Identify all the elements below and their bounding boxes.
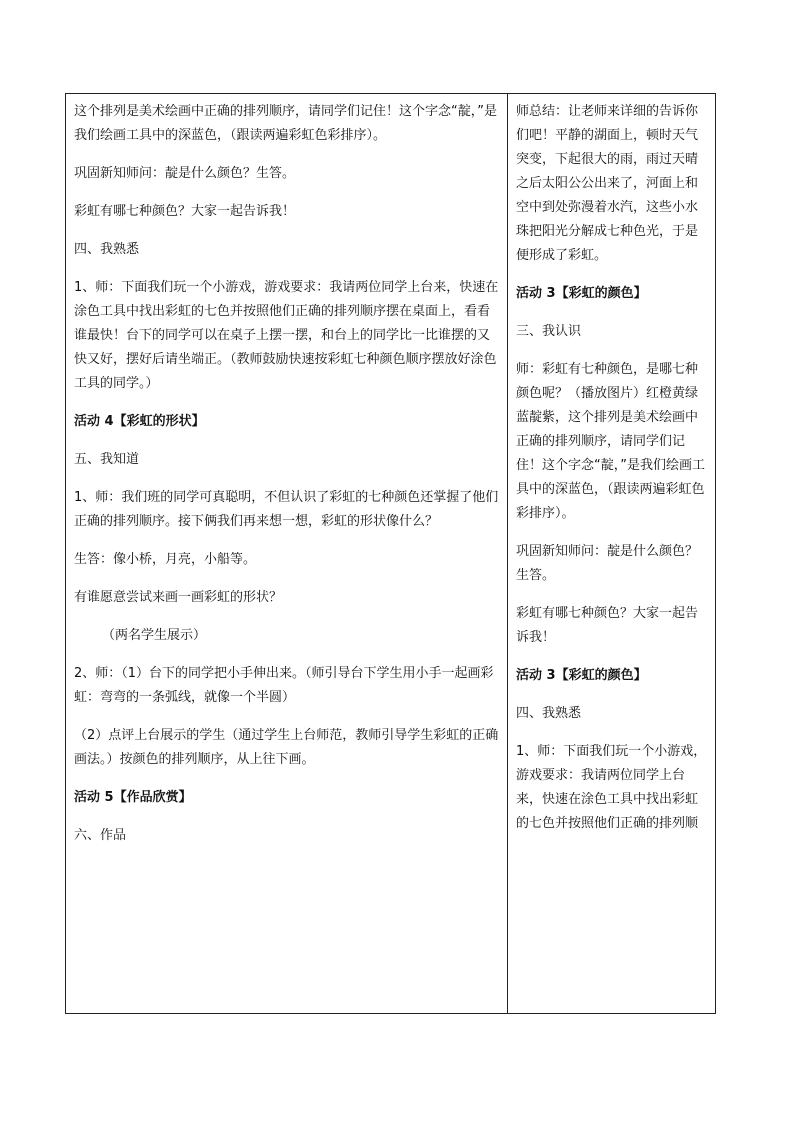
paragraph: 有谁愿意尝试来画一画彩虹的形状？	[74, 590, 283, 605]
paragraph: 生答：像小桥，月亮，小船等。	[74, 552, 257, 567]
paragraph: 六、作品	[74, 828, 127, 843]
activity-heading: 活动 5【作品欣赏】	[74, 790, 192, 805]
paragraph: 彩虹有哪七种颜色？大家一起告诉我！	[74, 204, 296, 219]
paragraph: （两名学生展示）	[102, 628, 207, 643]
paragraph: 巩固新知师问：靛是什么颜色？生答。	[516, 544, 699, 583]
activity-heading: 活动 3【彩虹的颜色】	[516, 668, 647, 683]
paragraph: 五、我知道	[74, 452, 140, 467]
paragraph: 四、我熟悉	[516, 706, 582, 721]
paragraph: 四、我熟悉	[74, 242, 140, 257]
activity-heading: 活动 4【彩虹的形状】	[74, 414, 205, 429]
paragraph: 巩固新知师问：靛是什么颜色？生答。	[74, 166, 296, 181]
left-column-content	[66, 94, 507, 848]
paragraph: 1、师：我们班的同学可真聪明，不但认识了彩虹的七种颜色还掌握了他们正确的排列顺序。接下俩我们再来想一想，彩虹的形状像什么？	[74, 490, 499, 529]
paragraph: 2、师：（1）台下的同学把小手伸出来。（师引导台下学生用小手一起画彩虹：弯弯的一条弧线，就像一个半圆）	[74, 666, 494, 705]
paragraph: （2）点评上台展示的学生（通过学生上台师范，教师引导学生彩虹的正确画法。）按颜色的排列顺序，从上往下画。	[74, 728, 499, 767]
table-row	[66, 94, 716, 1014]
paragraph: 彩虹有哪七种颜色？大家一起告诉我！	[516, 606, 699, 645]
paragraph: 1、师：下面我们玩一个小游戏，游戏要求：我请两位同学上台来，快速在涂色工具中找出彩虹的七色并按照他们正确的排列顺	[516, 744, 707, 831]
paragraph: 三、我认识	[516, 324, 582, 339]
paragraph: 师：彩虹有七种颜色，是哪七种颜色呢？（播放图片）红橙黄绿蓝靛紫，这个排列是美术绘画中正确的排列顺序，请同学们记住！这个字念“靛，”是我们绘画工具中的深蓝色，（跟读两遍彩虹色彩排序）。	[516, 362, 705, 521]
right-column-cell	[508, 94, 716, 1014]
paragraph: 这个排列是美术绘画中正确的排列顺序，请同学们记住！这个字念“靛，”是我们绘画工具中的深蓝色，（跟读两遍彩虹色彩排序）。	[74, 104, 497, 143]
paragraph: 1、师：下面我们玩一个小游戏，游戏要求：我请两位同学上台来，快速在涂色工具中找出彩虹的七色并按照他们正确的排列顺序摆在桌面上，看看谁最快！台下的同学可以在桌子上摆一摆，和台上的同学比一比谁摆的又快又好，摆好后请坐端正。（教师鼓励快速按彩虹七种颜色顺序摆放好涂色工具的同学。）	[74, 280, 499, 391]
paragraph: 师总结：让老师来详细的告诉你们吧！平静的湖面上，顿时天气突变，下起很大的雨，雨过天晴之后太阳公公出来了，河面上和空中到处弥漫着水汽，这些小水珠把阳光分解成七种色光，于是便形成了彩虹。	[516, 104, 699, 263]
lesson-plan-table	[65, 93, 716, 1014]
left-column-cell	[66, 94, 508, 1014]
activity-heading: 活动 3【彩虹的颜色】	[516, 286, 647, 301]
right-column-content	[508, 94, 715, 836]
